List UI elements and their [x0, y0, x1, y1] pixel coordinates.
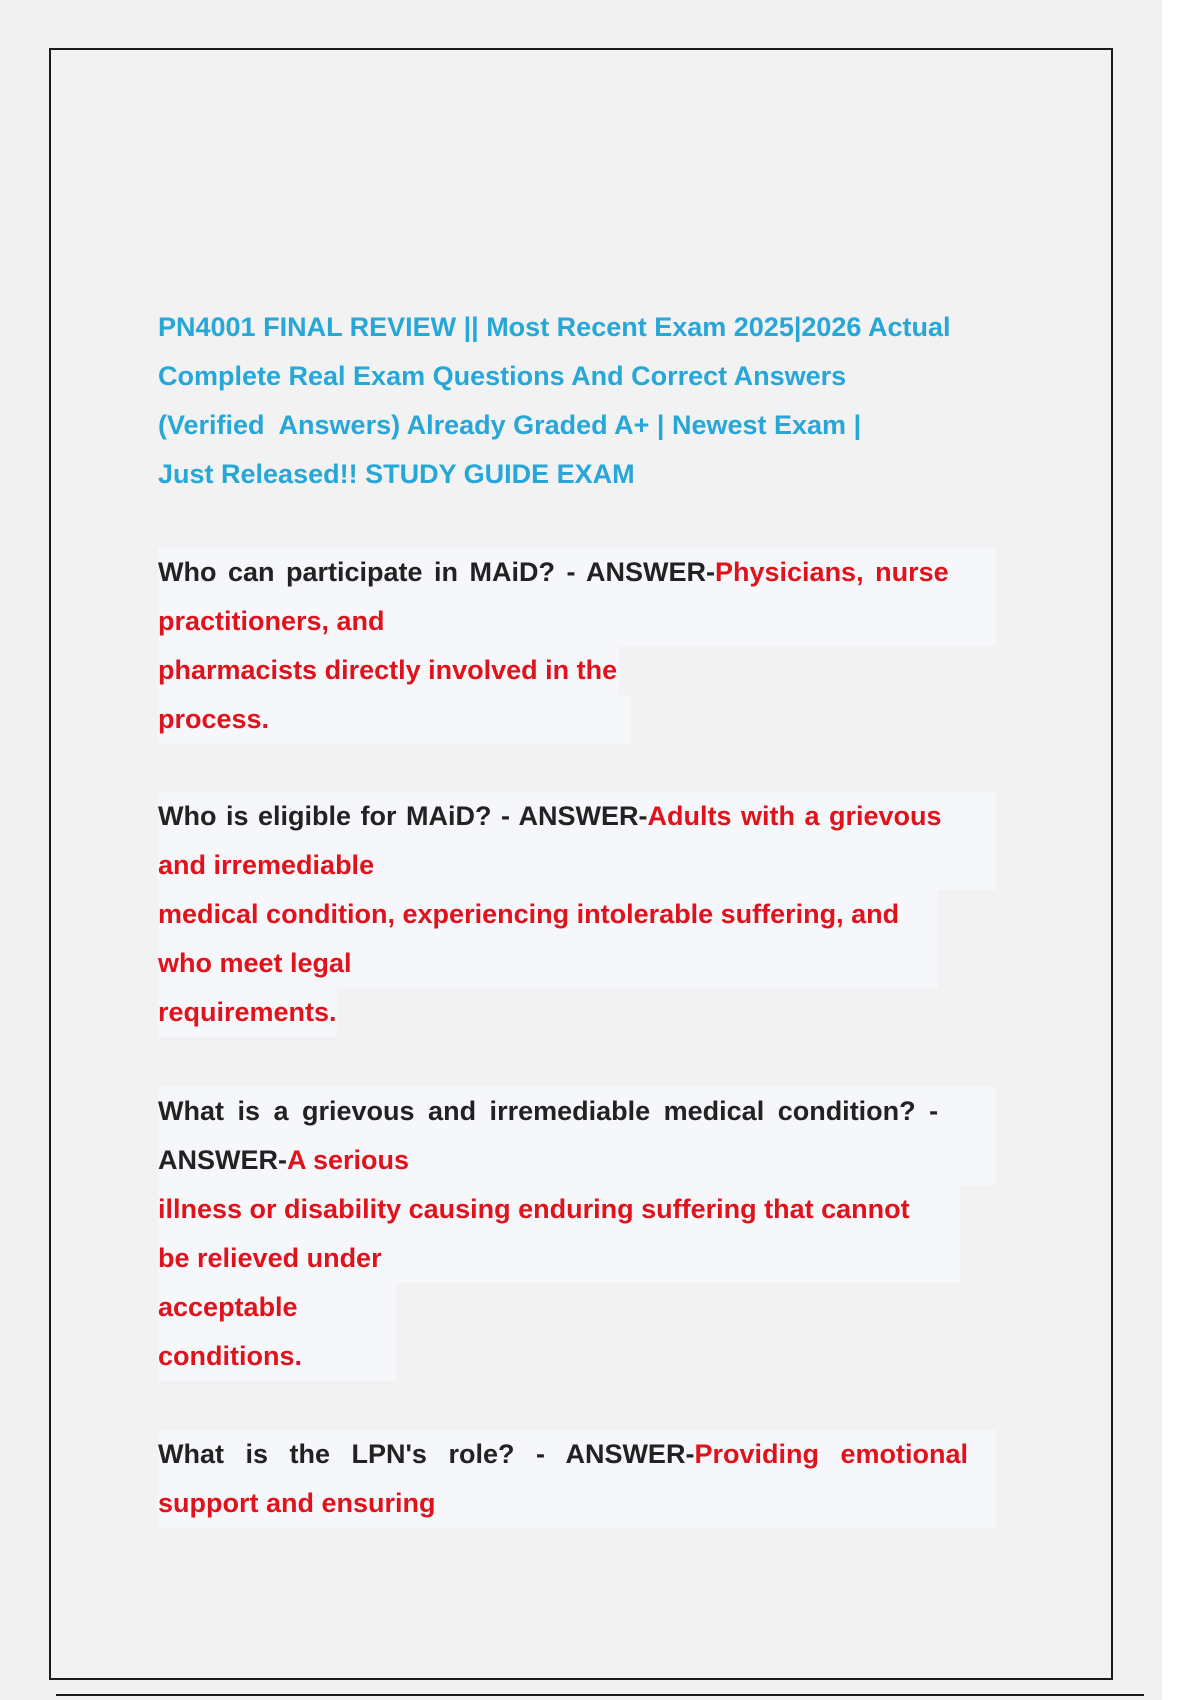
- qa-2-line-5: [158, 988, 996, 1037]
- qa-4-line-1: [158, 1430, 996, 1479]
- qa-2-answer-line-5: requirements.: [158, 988, 337, 1037]
- qa-2-line-3: [158, 890, 996, 939]
- qa-3-answer-line-2: illness or disability causing enduring suffering that cannot: [158, 1185, 960, 1234]
- qa-1-answer-line-3: pharmacists directly involved in the: [158, 646, 619, 695]
- title-line-4: Just Released!! STUDY GUIDE EXAM: [158, 459, 635, 489]
- qa-3-line-6: [158, 1332, 996, 1381]
- qa-3-line-4: [158, 1234, 996, 1283]
- qa-2-line-1: [158, 792, 996, 841]
- page-bottom-rule: [56, 1694, 1144, 1696]
- qa-4-line-2: [158, 1479, 996, 1528]
- qa-3-line-5: [158, 1283, 996, 1332]
- qa-2-line-4: [158, 939, 996, 988]
- qa-3-question-line-1: What is a grievous and irremediable medical condition? -: [158, 1096, 939, 1126]
- document-title: [158, 303, 998, 499]
- qa-1-line-4: [158, 695, 996, 744]
- title-line-3: (Verified Answers) Already Graded A+ | Newest Exam |: [158, 410, 862, 440]
- qa-3-line-2: [158, 1136, 996, 1185]
- qa-3-line-3: [158, 1185, 996, 1234]
- qa-1-line-1: [158, 548, 996, 597]
- title-line-2: Complete Real Exam Questions And Correct Answers: [158, 361, 847, 391]
- qa-item-4: [158, 1430, 996, 1528]
- qa-2-answer-line-4: who meet legal: [158, 939, 938, 988]
- qa-2-line-2: [158, 841, 996, 890]
- qa-1-line-2: [158, 597, 996, 646]
- qa-1-answer-line-2: practitioners, and: [158, 606, 385, 636]
- qa-3-line-1: [158, 1087, 996, 1136]
- qa-2-answer-line-3: medical condition, experiencing intolerable suffering, and: [158, 890, 938, 939]
- qa-4-answer-line-2: support and ensuring: [158, 1488, 436, 1518]
- qa-2-answer-line-2: and irremediable: [158, 850, 375, 880]
- qa-3-answer-line-5: conditions.: [158, 1332, 396, 1381]
- qa-item-1: [158, 548, 996, 744]
- title-line-1: PN4001 FINAL REVIEW || Most Recent Exam 2025|2026 Actual: [158, 312, 951, 342]
- qa-1-answer-line-1: Physicians, nurse: [715, 557, 949, 587]
- qa-4-question: What is the LPN's role? - ANSWER-: [158, 1439, 695, 1469]
- qa-item-3: [158, 1087, 996, 1381]
- qa-1-question: Who can participate in MAiD? - ANSWER-: [158, 557, 715, 587]
- qa-item-2: [158, 792, 996, 1037]
- qa-2-question: Who is eligible for MAiD? - ANSWER-: [158, 801, 648, 831]
- qa-3-answer-line-1: A serious: [287, 1145, 410, 1175]
- qa-3-answer-line-3: be relieved under: [158, 1234, 960, 1283]
- qa-1-line-3: [158, 646, 996, 695]
- qa-3-answer-line-4: acceptable: [158, 1283, 396, 1332]
- qa-1-answer-line-4: process.: [158, 695, 630, 744]
- qa-4-answer-line-1: Providing emotional: [694, 1439, 968, 1469]
- qa-3-question-line-2: ANSWER-: [158, 1145, 287, 1175]
- qa-2-answer-line-1: Adults with a grievous: [647, 801, 942, 831]
- page-margin-strip: [1162, 0, 1200, 1700]
